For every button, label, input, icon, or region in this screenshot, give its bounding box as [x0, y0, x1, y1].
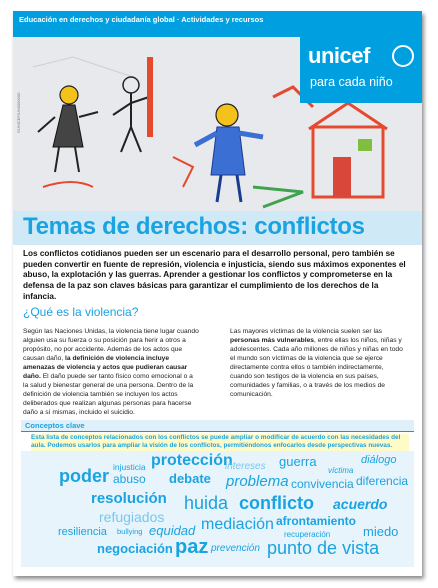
concepts-note: Esta lista de conceptos relacionados con los conflictos se puede ampliar o modificar de acuerdo con las necesidades del aula. Podemos usarlos para ampliar la visión de los conflictos, permitiéndonos enfocarlos desde perspectivas nuevas.	[31, 434, 409, 451]
unicef-wordmark: unicef	[308, 43, 370, 68]
page-title: Temas de derechos: conflictos	[23, 213, 365, 240]
series-label: Educación en derechos y ciudadanía global · Actividades y recursos	[19, 15, 264, 24]
section-heading: ¿Qué es la violencia?	[23, 305, 139, 319]
right-text-2: , entre ellas los niños, niñas y adolescentes. Cada año millones de niños y niñas en todo el mundo son víctimas de la violencia que se ejerce directamente contra ellos o también indirectamente, cuando son testigos de la violencia en sus países, comunidades y familias, o a través de los medios de comunicación.	[230, 337, 403, 398]
title-bar	[13, 211, 422, 245]
word-problema: problema	[226, 473, 289, 490]
word-resiliencia: resiliencia	[58, 526, 107, 538]
word-injusticia: injusticia	[113, 462, 146, 472]
body-column-right	[230, 327, 406, 399]
word-paz: paz	[175, 536, 209, 558]
word-victima: víctima	[328, 466, 354, 475]
concepts-header	[21, 420, 414, 432]
concepts-title: Conceptos clave	[25, 421, 85, 430]
word-dialogo: diálogo	[361, 454, 397, 466]
left-text-bold: la definición de violencia incluye amenazas de violencia y actos que pudieran causar daño.	[23, 355, 188, 380]
word-abuso: abuso	[113, 472, 146, 486]
intro-paragraph: Los conflictos cotidianos pueden ser un escenario para el desarrollo personal, pero también se pueden convertir en fuente de represión, violencia e injusticia, siendo sus máximos exponentes el abuso, la explotación y las guerras. Aprender a gestionar los conflictos y comprometerse en la defensa de la paz son claves básicas para garantizar el cumplimiento de los derechos de la infancia.	[23, 249, 406, 301]
word-conflicto: conflicto	[239, 493, 314, 513]
word-poder: poder	[59, 466, 110, 486]
word-recuperacion: recuperación	[284, 530, 331, 539]
unicef-logo	[300, 37, 422, 103]
left-text-2: El daño puede ser tanto físico como emocional o a la salud y bienestar general de una persona. Dentro de la definición de violencia también se incluyen los actos deliberados que realizan algunas personas para hacerse daño a sí mismas, incluido el suicidio.	[23, 373, 194, 416]
body-column-left	[23, 327, 199, 417]
word-punto-de-vista: punto de vista	[267, 538, 380, 558]
word-prevencion: prevención	[211, 543, 260, 554]
word-huida: huida	[184, 493, 229, 513]
word-resolucion: resolución	[91, 490, 167, 507]
word-diferencia: diferencia	[356, 474, 409, 488]
hero-drawing	[13, 37, 422, 213]
word-cloud	[21, 451, 414, 567]
word-bullying: bullying	[117, 527, 143, 536]
right-text-1: Las mayores víctimas de la violencia suelen ser las	[230, 328, 383, 335]
globe-icon	[392, 45, 414, 67]
word-mediacion: mediación	[201, 516, 274, 533]
word-debate: debate	[169, 471, 211, 486]
word-miedo: miedo	[363, 524, 399, 539]
left-text-1: Según las Naciones Unidas, la violencia tiene lugar cuando alguien usa su fuerza o su posición para herir a otros a propósito, no por accidente. Además de los actos que causan daño,	[23, 328, 199, 362]
photo-credit: ©UNICEF/UN0000000	[16, 92, 21, 133]
unicef-tagline: para cada niño	[310, 75, 393, 89]
word-afrontamiento: afrontamiento	[276, 514, 357, 528]
word-guerra: guerra	[279, 454, 317, 469]
word-convivencia: convivencia	[291, 477, 354, 491]
right-text-bold: personas más vulnerables	[230, 337, 315, 344]
word-proteccion: protección	[151, 452, 233, 469]
word-equidad: equidad	[149, 523, 196, 538]
worksheet-page	[13, 11, 422, 576]
word-intereses: intereses	[225, 461, 266, 472]
word-refugiados: refugiados	[99, 509, 165, 525]
header-bar	[13, 11, 422, 37]
word-acuerdo: acuerdo	[333, 496, 388, 512]
word-negociacion: negociación	[97, 541, 173, 556]
